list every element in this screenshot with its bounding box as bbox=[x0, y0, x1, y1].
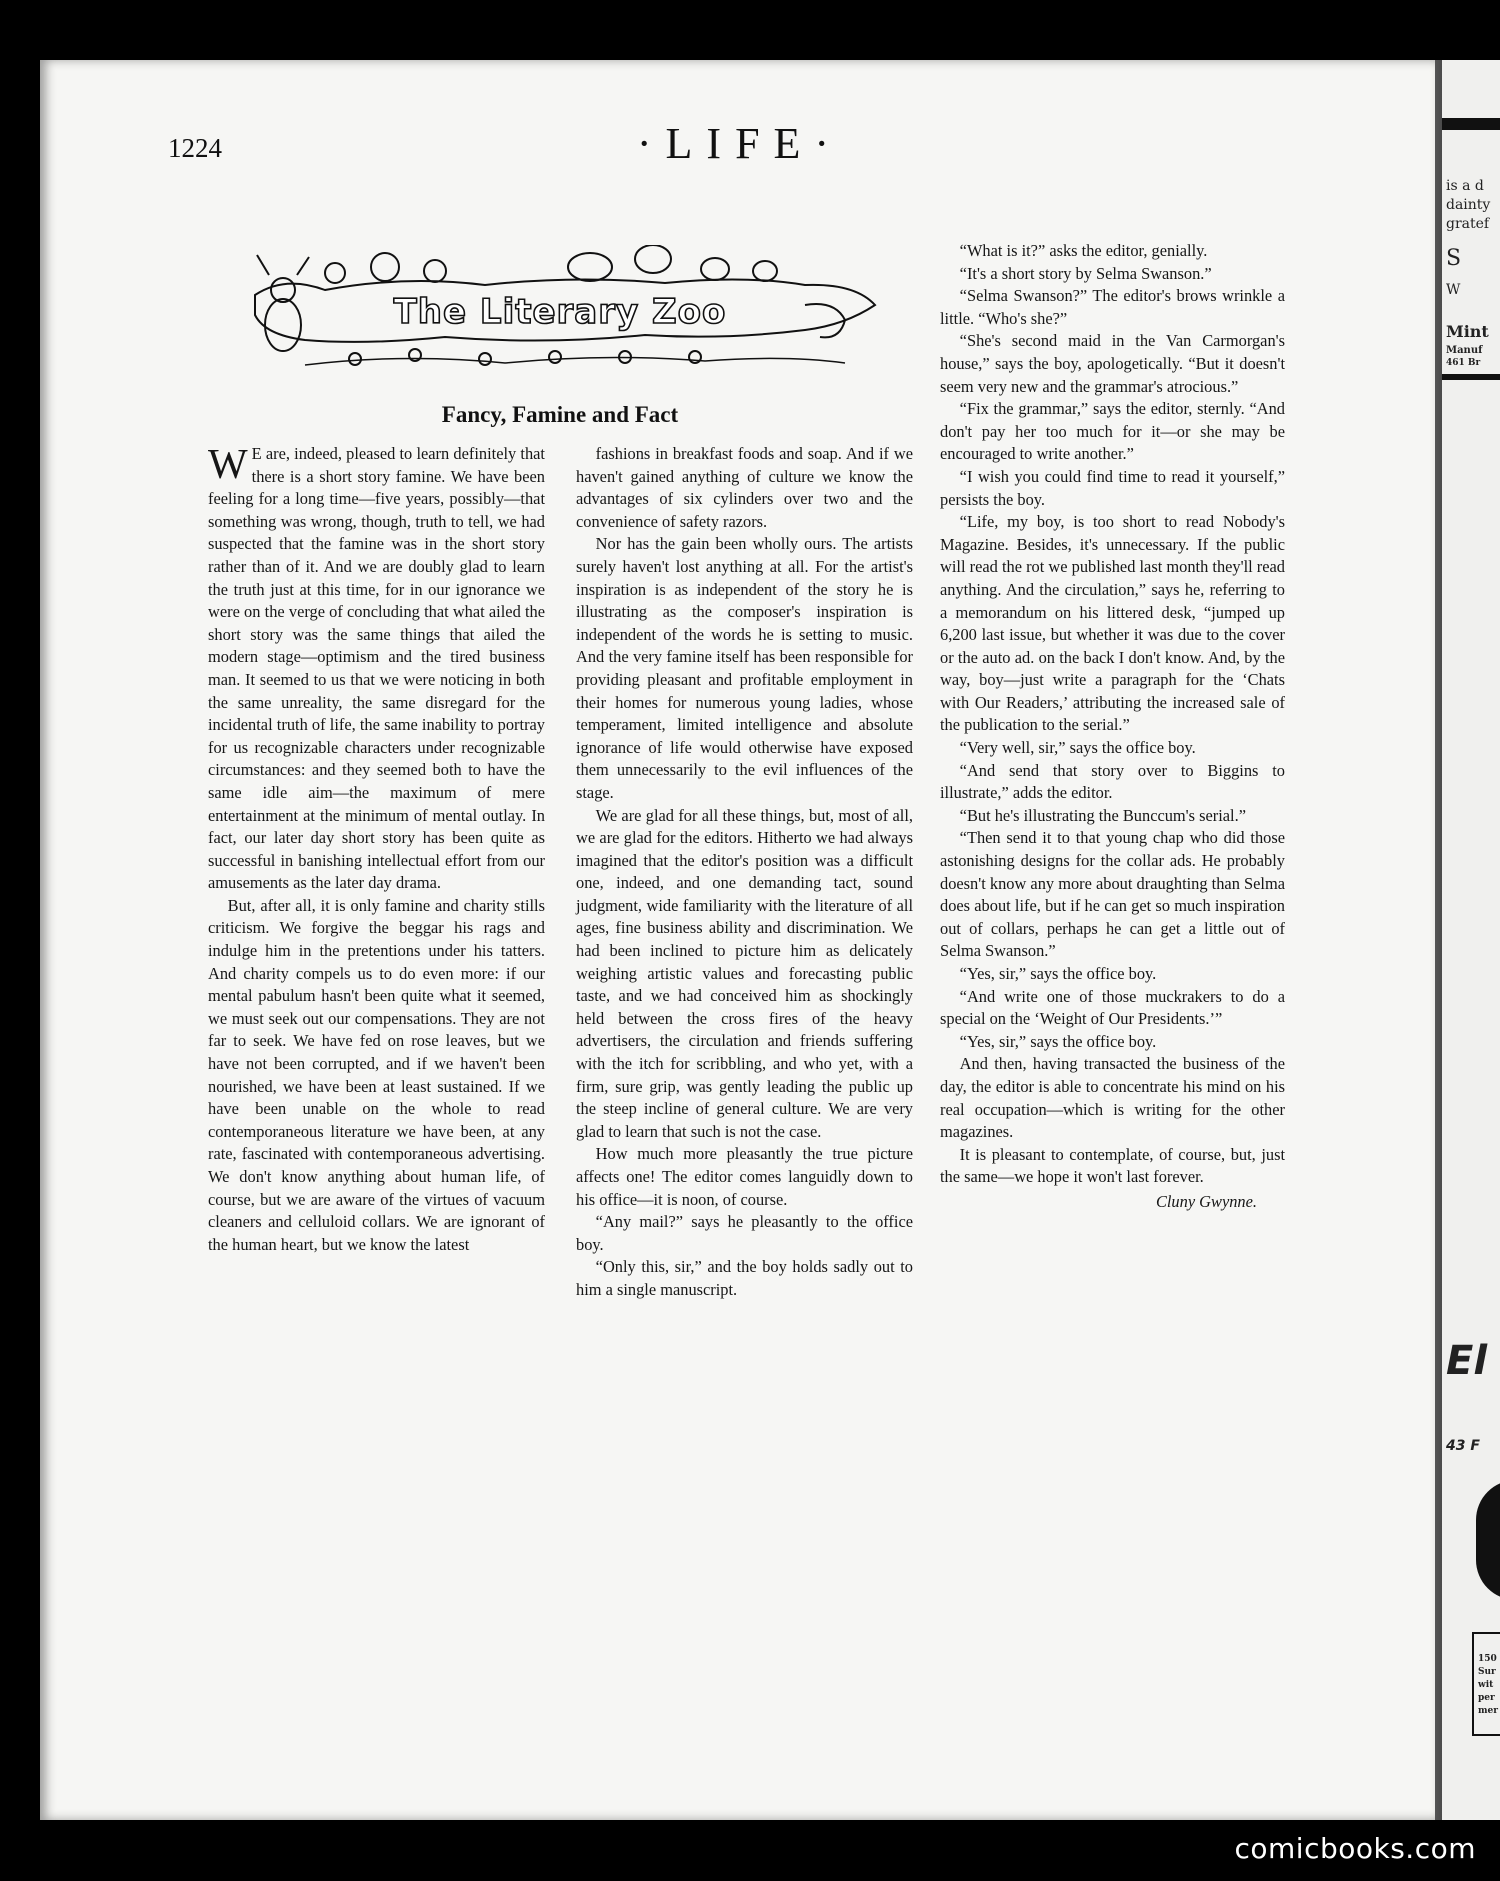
article-column-1 bbox=[208, 443, 545, 1256]
article-paragraph: “What is it?” asks the editor, genially. bbox=[959, 241, 1208, 260]
adjacent-fragment: 461 Br bbox=[1446, 358, 1481, 368]
article-paragraph: “And write one of those muckrakers to do a special on the ‘Weight of Our Presidents.’” bbox=[940, 986, 1285, 1029]
adjacent-rule bbox=[1442, 118, 1500, 130]
article-paragraph: It is pleasant to contemplate, of course, but, just the same—we hope it won't last forever. bbox=[940, 1144, 1285, 1187]
adjacent-fragment: S bbox=[1446, 246, 1462, 271]
article-paragraph: Nor has the gain been wholly ours. The artists surely haven't lost anything at all. For the artist's inspiration is as independent of the story he is illustrating as the composer's inspiration is independent of the words he is setting to music. And the very famine itself has been responsible for providing pleasant and profitable employment in their homes for numerous young ladies, whose temperament, limited intelligence and absolute ignorance of life would otherwise have exposed them unnecessarily to the evil influences of the stage. bbox=[576, 534, 913, 802]
banner-title: The Literary Zoo bbox=[393, 292, 727, 332]
article-headline: Fancy, Famine and Fact bbox=[441, 402, 679, 427]
article-paragraph: “Fix the grammar,” says the editor, sternly. “And don't pay her too much for it—or she may be encouraged to write another.” bbox=[940, 399, 1285, 464]
adjacent-fragment: dainty bbox=[1446, 197, 1491, 213]
drop-cap: W bbox=[208, 442, 248, 488]
article-paragraph: We are glad for all these things, but, most of all, we are glad for the editors. Hitherto we had always imagined that the editor's position was a difficult one, indeed, and one demanding tact, sound judgment, wide familiarity with the literature of all ages, fine business ability and discrimination. We had been inclined to picture him as delicately weighing artistic values and forecasting public taste, and we had conceived him as shockingly held between the cross fires of the heavy advertisers, the circulation and friends suffering with the itch for scribbling, and who yet, with a firm, sure grip, was gently leading the public up the steep incline of general culture. We are very glad to learn that such is not the case. bbox=[576, 805, 913, 1141]
article-paragraph: How much more pleasantly the true picture affects one! The editor comes languidly down to his office—it is noon, of course. bbox=[576, 1144, 913, 1209]
adjacent-rule bbox=[1442, 374, 1500, 380]
adjacent-fragment: per bbox=[1478, 1693, 1495, 1703]
adjacent-fragment: wit bbox=[1478, 1680, 1494, 1690]
adjacent-fragment: gratef bbox=[1446, 216, 1490, 232]
article-column-2 bbox=[576, 443, 913, 1302]
author-signature: Cluny Gwynne. bbox=[1155, 1191, 1257, 1211]
adjacent-fragment: Mint bbox=[1446, 322, 1489, 341]
article-paragraph: “It's a short story by Selma Swanson.” bbox=[959, 263, 1212, 283]
article-paragraph: “Yes, sir,” says the office boy. bbox=[959, 1031, 1157, 1051]
article-paragraph: “Yes, sir,” says the office boy. bbox=[959, 964, 1157, 983]
page-number: 1224 bbox=[168, 133, 222, 163]
adjacent-fragment: Manuf bbox=[1446, 345, 1483, 356]
article-paragraph: “I wish you could find time to read it yourself,” persists the boy. bbox=[940, 466, 1285, 509]
masthead-title: ·LIFE· bbox=[636, 119, 844, 168]
article-paragraph bbox=[208, 443, 545, 895]
adjacent-circle bbox=[1476, 1480, 1500, 1600]
adjacent-fragment: is a d bbox=[1446, 178, 1484, 194]
adjacent-page-edge bbox=[1442, 60, 1500, 1820]
article-paragraph: “She's second maid in the Van Carmorgan's house,” says the boy, apologetically. “But it doesn't seem very new and the grammar's atrocious.” bbox=[940, 331, 1285, 396]
adjacent-fragment: W bbox=[1446, 282, 1461, 298]
article-paragraph: “And send that story over to Biggins to illustrate,” adds the editor. bbox=[940, 760, 1285, 803]
article-paragraph: “Then send it to that young chap who did those astonishing designs for the collar ads. He probably doesn't know any more about draughting than Selma does about life, but if he can get so much inspiration out of collars, perhaps he can get a little out of Selma Swanson.” bbox=[940, 828, 1285, 961]
adjacent-fragment: El bbox=[1446, 1338, 1488, 1384]
adjacent-fragment: mer bbox=[1478, 1706, 1498, 1716]
article-paragraph: fashions in breakfast foods and soap. And if we haven't gained anything of culture we know the advantages of six cylinders over two and the convenience of safety razors. bbox=[576, 444, 913, 531]
article-column-3 bbox=[940, 240, 1285, 1214]
site-watermark: comicbooks.com bbox=[1234, 1832, 1476, 1865]
literary-zoo-banner bbox=[245, 245, 885, 385]
article-paragraph: “Any mail?” says he pleasantly to the office boy. bbox=[576, 1212, 913, 1254]
article-paragraph: “But he's illustrating the Bunccum's serial.” bbox=[959, 805, 1246, 825]
article-paragraph: “Selma Swanson?” The editor's brows wrinkle a little. “Who's she?” bbox=[940, 286, 1285, 328]
paragraph-text: E are, indeed, pleased to learn definitely that there is a short story famine. We have been feeling for a long time—five years, possibly—that something was wrong, though, truth to tell, we had suspected that the famine was in the short story rather than of it. And we are doubly glad to learn the truth just at this time, for in our ignorance we were on the verge of concluding that what ailed the short story was the same things that ailed the modern stage—optimism and the tired business man. It seemed to us that we were noticing in both the same unreality, the same disregard for the incidental truth of life, the same inability to portray for us recognizable characters under recognizable circumstances: and they seemed both to have the same idle aim—the maximum of mere entertainment at the minimum of mental outlay. In fact, our later day short story has been quite as successful in banishing intellectual effort from our amusements as the later day drama. bbox=[208, 444, 545, 893]
article-paragraph: “Very well, sir,” says the office boy. bbox=[959, 738, 1196, 758]
adjacent-fragment: 150 bbox=[1478, 1654, 1497, 1664]
article-paragraph: But, after all, it is only famine and charity stills criticism. We forgive the beggar his rags and indulge him in the pretentions under his tatters. And charity compels us to do even more: if our mental pabulum hasn't been quite what it seemed, we must seek out our compensations. They are not far to seek. We have fed on rose leaves, but we have not been corrupted, and if we haven't been nourished, we have been at least sustained. If we have been unable on the whole to read contemporaneous literature we have been, at any rate, fascinated with contemporaneous advertising. We don't know anything about human life, of course, but we are aware of the virtues of vacuum cleaners and celluloid collars. We are ignorant of the human heart, but we know the latest bbox=[208, 895, 545, 1254]
adjacent-fragment: 43 F bbox=[1446, 1438, 1480, 1454]
adjacent-fragment: Sur bbox=[1478, 1667, 1496, 1677]
article-paragraph: “Life, my boy, is too short to read Nobody's Magazine. Besides, it's unnecessary. If the public will read the rot we published last month they'll read anything. And the circulation,” says he, referring to a memorandum on his littered desk, “jumped up 6,200 last issue, but whether it was due to the cover or the auto ad. on the back I don't know. And, by the way, boy—just write a paragraph for the ‘Chats with Our Readers,’ attributing the increased sale of the publication to the serial.” bbox=[940, 512, 1285, 735]
article-paragraph: “Only this, sir,” and the boy holds sadly out to him a single manuscript. bbox=[576, 1257, 913, 1299]
article-paragraph: And then, having transacted the business of the day, the editor is able to concentrate his mind on his real occupation—which is writing for the other magazines. bbox=[940, 1054, 1285, 1142]
